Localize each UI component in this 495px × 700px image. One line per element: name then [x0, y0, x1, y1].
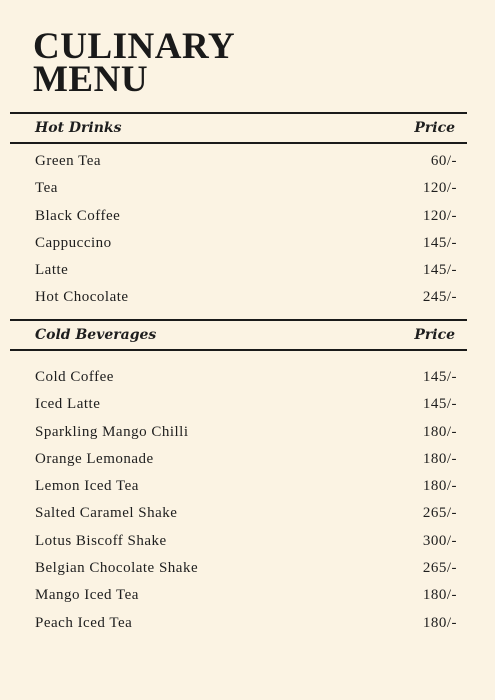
section-heading: Hot Drinks: [35, 120, 122, 136]
item-price: 180/-: [422, 614, 457, 631]
item-name: Latte: [35, 262, 69, 279]
section-heading: Cold Beverages: [35, 327, 157, 343]
item-price: 145/-: [422, 369, 457, 385]
section-hot-drinks: [10, 112, 467, 317]
item-price: 180/-: [422, 423, 457, 440]
item-price: 145/-: [422, 396, 457, 413]
item-price: 60/-: [430, 153, 457, 169]
menu-item: [10, 180, 467, 207]
menu-item: [10, 369, 467, 396]
menu-item: [10, 396, 467, 423]
menu-title-line-2: MENU: [33, 59, 149, 100]
item-price: 265/-: [422, 560, 457, 577]
menu-item: [10, 262, 467, 289]
item-name: Black Coffee: [35, 207, 121, 224]
item-price: 120/-: [422, 180, 457, 197]
item-name: Cold Coffee: [35, 369, 114, 385]
item-price: 180/-: [422, 450, 457, 467]
item-list: [10, 153, 467, 317]
item-name: Mango Iced Tea: [35, 587, 139, 604]
item-name: Belgian Chocolate Shake: [35, 560, 199, 577]
item-name: Green Tea: [35, 153, 102, 169]
section-header: [10, 112, 467, 144]
item-name: Lotus Biscoff Shake: [35, 532, 167, 549]
item-name: Iced Latte: [35, 396, 101, 413]
menu-item: [10, 505, 467, 532]
item-price: 300/-: [422, 532, 457, 549]
price-column-label: Price: [414, 120, 455, 136]
item-name: Peach Iced Tea: [35, 614, 133, 631]
item-price: 245/-: [422, 289, 457, 306]
menu-item: [10, 560, 467, 587]
menu-item: [10, 615, 467, 642]
price-column-label: Price: [414, 327, 455, 343]
item-name: Sparkling Mango Chilli: [35, 423, 189, 440]
section-header: [10, 319, 467, 351]
menu-item: [10, 424, 467, 451]
item-price: 180/-: [422, 587, 457, 604]
item-name: Hot Chocolate: [35, 289, 129, 306]
menu-item: [10, 451, 467, 478]
menu-title-line-1: CULINARY: [33, 26, 236, 67]
item-name: Cappuccino: [35, 234, 112, 251]
menu-item: [10, 289, 467, 316]
section-cold-beverages: [10, 319, 467, 642]
menu-item: [10, 478, 467, 505]
item-price: 265/-: [422, 505, 457, 522]
menu-item: [10, 533, 467, 560]
item-name: Lemon Iced Tea: [35, 478, 139, 495]
item-price: 145/-: [422, 234, 457, 251]
menu-item: [10, 587, 467, 614]
item-name: Orange Lemonade: [35, 450, 154, 467]
item-price: 145/-: [422, 262, 457, 279]
item-price: 120/-: [422, 207, 457, 224]
menu-title: [33, 26, 236, 100]
item-name: Tea: [35, 180, 58, 197]
menu-item: [10, 235, 467, 262]
item-list: [10, 369, 467, 642]
item-name: Salted Caramel Shake: [35, 505, 178, 522]
item-price: 180/-: [422, 478, 457, 495]
menu-item: [10, 208, 467, 235]
menu-item: [10, 153, 467, 180]
